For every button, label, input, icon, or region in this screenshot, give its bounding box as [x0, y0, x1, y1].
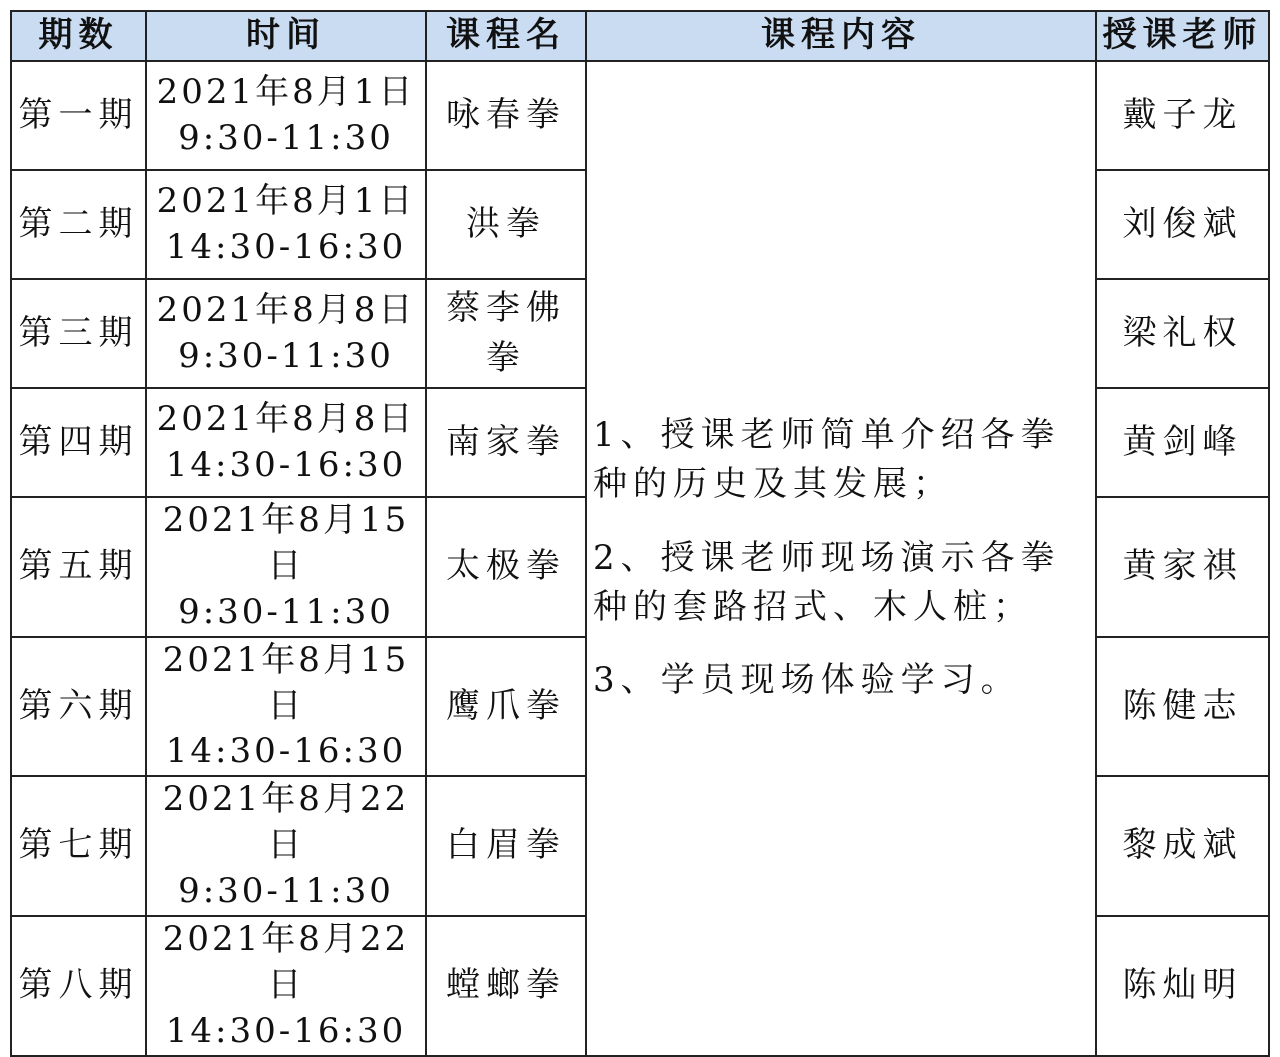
teacher-cell: 陈健志: [1096, 637, 1269, 777]
teacher-cell: 戴子龙: [1096, 61, 1269, 170]
time-cell: [146, 279, 426, 388]
time-range-text: 9:30-11:30: [178, 871, 394, 912]
course-cell: 白眉拳: [426, 776, 586, 916]
date-text: 2021年8月22日: [162, 919, 410, 1005]
time-cell: [146, 776, 426, 916]
time-range-text: 9:30-11:30: [178, 335, 394, 376]
course-cell: 南家拳: [426, 388, 586, 497]
time-cell: [146, 497, 426, 637]
teacher-cell: 黄剑峰: [1096, 388, 1269, 497]
period-cell: 第六期: [11, 637, 146, 777]
schedule-table: [10, 10, 1270, 1057]
course-cell: 鹰爪拳: [426, 637, 586, 777]
period-cell: 第八期: [11, 916, 146, 1056]
date-text: 2021年8月1日: [156, 180, 416, 221]
time-cell: [146, 388, 426, 497]
time-range-text: 14:30-16:30: [165, 731, 407, 772]
time-range-text: 9:30-11:30: [178, 591, 394, 632]
date-text: 2021年8月22日: [162, 779, 410, 866]
time-cell: [146, 637, 426, 777]
teacher-cell: 刘俊斌: [1096, 170, 1269, 279]
header-teacher: 授课老师: [1096, 11, 1269, 61]
time-cell: [146, 61, 426, 170]
content-item: 2、授课老师现场演示各拳种的套路招式、木人桩；: [593, 537, 1061, 627]
date-text: 2021年8月8日: [156, 398, 416, 439]
date-text: 2021年8月1日: [156, 71, 416, 112]
period-cell: 第七期: [11, 776, 146, 916]
schedule-container: [10, 10, 1268, 1051]
header-time: 时间: [146, 11, 426, 61]
time-cell: [146, 170, 426, 279]
date-text: 2021年8月15日: [162, 639, 410, 726]
teacher-cell: 陈灿明: [1096, 916, 1269, 1056]
course-cell: 蔡李佛拳: [426, 279, 586, 388]
teacher-cell: 梁礼权: [1096, 279, 1269, 388]
header-row: [11, 11, 1269, 61]
table-row: [11, 61, 1269, 170]
date-text: 2021年8月8日: [156, 289, 416, 330]
course-cell: 洪拳: [426, 170, 586, 279]
period-cell: 第五期: [11, 497, 146, 637]
course-cell: 咏春拳: [426, 61, 586, 170]
teacher-cell: 黎成斌: [1096, 776, 1269, 916]
period-cell: 第一期: [11, 61, 146, 170]
period-cell: 第二期: [11, 170, 146, 279]
time-range-text: 14:30-16:30: [165, 444, 407, 485]
time-range-text: 9:30-11:30: [178, 117, 394, 158]
course-cell: 太极拳: [426, 497, 586, 637]
header-period: 期数: [11, 11, 146, 61]
header-content: 课程内容: [586, 11, 1096, 61]
date-text: 2021年8月15日: [162, 500, 410, 586]
header-course: 课程名: [426, 11, 586, 61]
time-range-text: 14:30-16:30: [165, 226, 407, 267]
time-cell: [146, 916, 426, 1056]
content-cell: [586, 61, 1096, 1056]
period-cell: 第四期: [11, 388, 146, 497]
content-item: 3、学员现场体验学习。: [593, 660, 1021, 701]
course-cell: 螳螂拳: [426, 916, 586, 1056]
time-range-text: 14:30-16:30: [165, 1010, 407, 1051]
period-cell: 第三期: [11, 279, 146, 388]
content-item: 1、授课老师简单介绍各拳种的历史及其发展；: [593, 415, 1061, 505]
teacher-cell: 黄家祺: [1096, 497, 1269, 637]
